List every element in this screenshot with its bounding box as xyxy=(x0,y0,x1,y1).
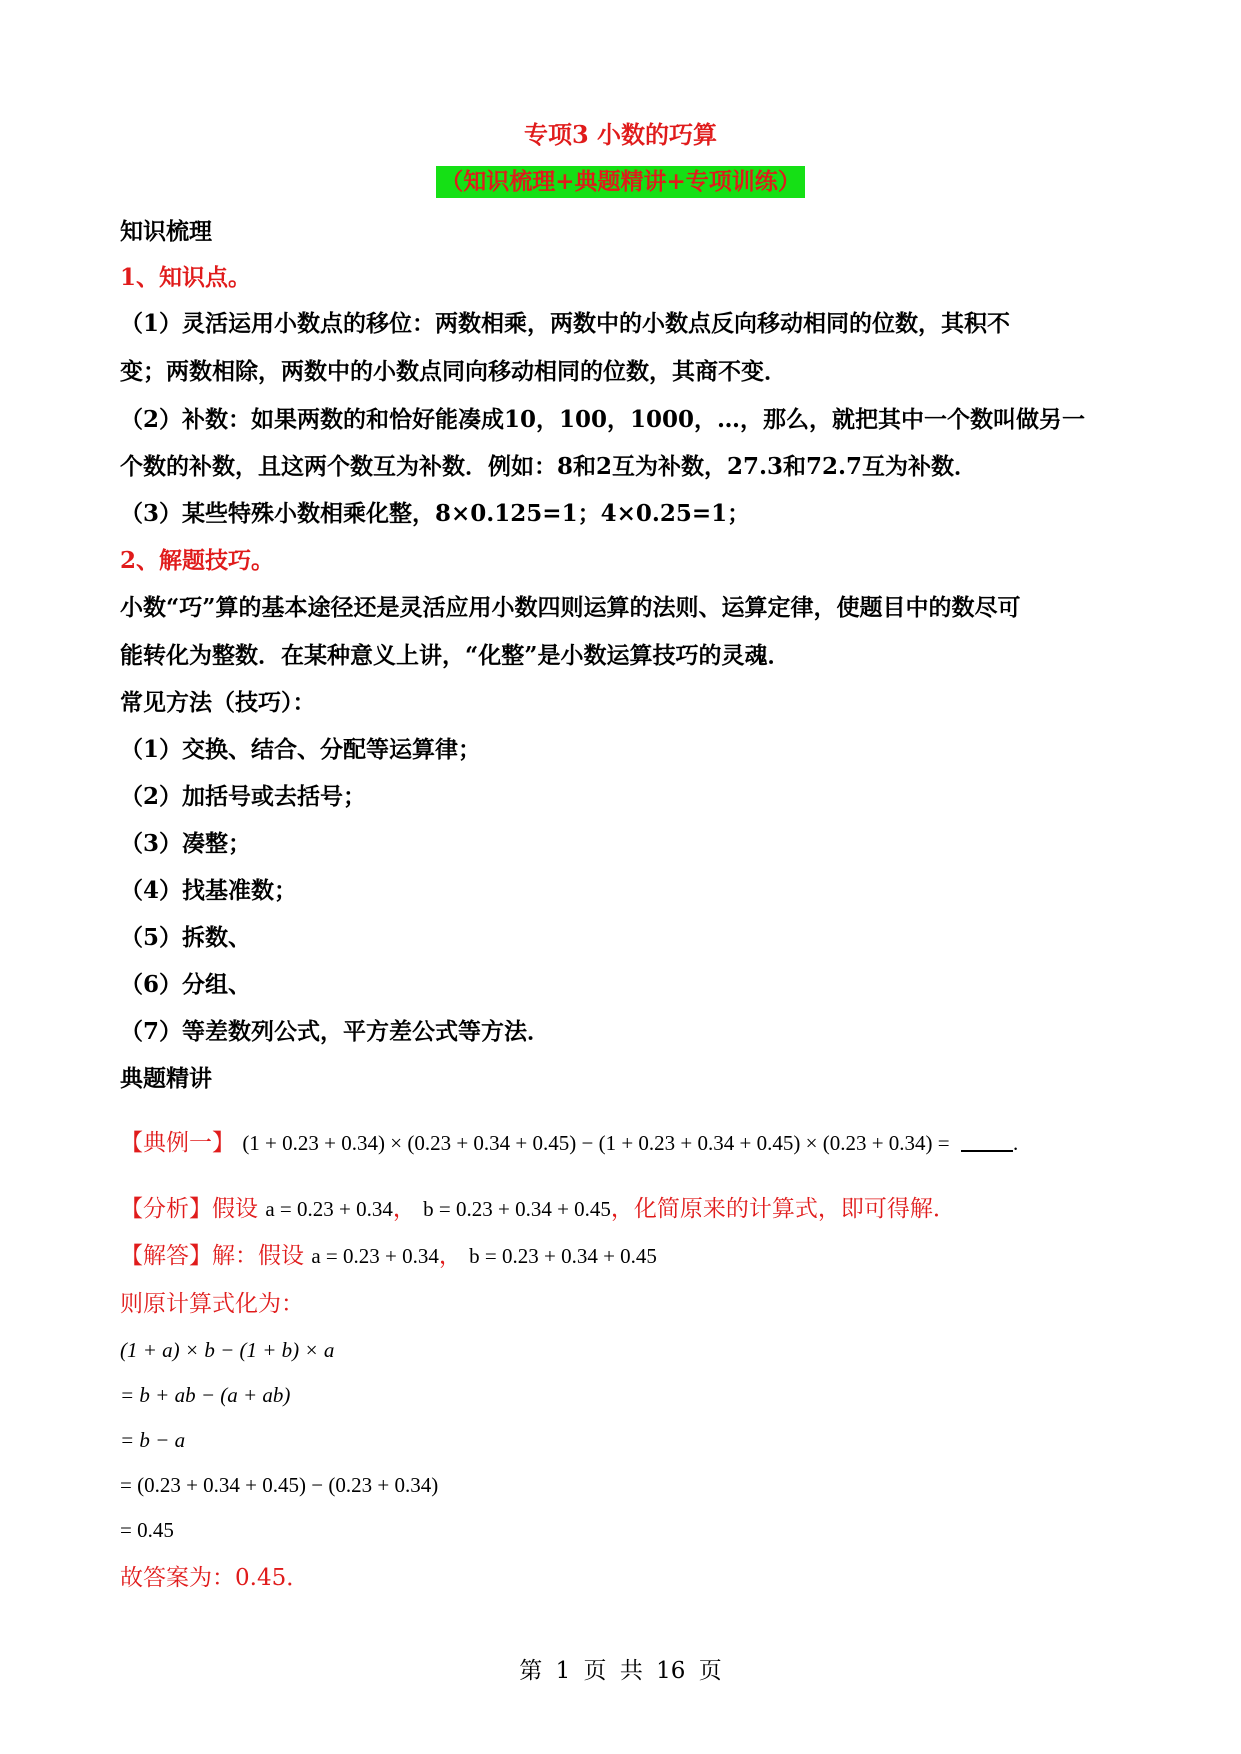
example-one xyxy=(120,1127,1018,1159)
footer-prefix: 第 xyxy=(519,1658,543,1684)
answer-sep: ， xyxy=(438,1243,462,1269)
paragraph-3-line-1: （3）某些特殊小数相乘化整，8×0.125=1；4×0.25=1； xyxy=(120,500,751,527)
solution-step: = b − a xyxy=(120,1428,186,1452)
analysis-text-2: ，化简原来的计算式，即可得解． xyxy=(610,1196,956,1222)
example-tag: 【典例一】 xyxy=(120,1130,235,1156)
method-item: （3）凑整； xyxy=(120,830,252,857)
analysis-line xyxy=(120,1193,956,1225)
analysis-tag: 【分析】 xyxy=(120,1196,212,1222)
conclusion: 故答案为：0.45． xyxy=(120,1565,310,1591)
analysis-sep: ， xyxy=(392,1196,416,1222)
footer-total-pages: 16 xyxy=(656,1658,686,1684)
method-item: （6）分组、 xyxy=(120,971,252,998)
heading-solving-techniques: 2、解题技巧。 xyxy=(120,547,275,574)
example-expression: (1 + 0.23 + 0.34) × (0.23 + 0.34 + 0.45) − (1 + 0.23 + 0.34 + 0.45) × (0.23 + 0.34) = xyxy=(242,1131,950,1155)
analysis-eq-b: b = 0.23 + 0.34 + 0.45 xyxy=(423,1197,611,1221)
subtitle-wrap xyxy=(0,166,1241,198)
page-title: 专项3 小数的巧算 xyxy=(523,120,718,149)
techniques-line-1: 小数“巧”算的基本途径还是灵活应用小数四则运算的法则、运算定律，使题目中的数尽可 xyxy=(120,594,1021,621)
answer-eq-a: a = 0.23 + 0.34 xyxy=(311,1244,439,1268)
page-footer xyxy=(0,1655,1241,1687)
heading-knowledge-points: 1、知识点。 xyxy=(120,264,252,291)
footer-suffix: 页 xyxy=(698,1658,722,1684)
analysis-text-1: 假设 xyxy=(212,1196,258,1222)
footer-middle: 页 共 xyxy=(583,1658,643,1684)
page-subtitle: （知识梳理+典题精讲+专项训练） xyxy=(436,166,805,198)
techniques-line-2: 能转化为整数．在某种意义上讲，“化整”是小数运算技巧的灵魂． xyxy=(120,642,791,669)
solution-step: (1 + a) × b − (1 + b) × a xyxy=(120,1338,335,1362)
example-end: . xyxy=(1012,1131,1019,1155)
paragraph-1-line-1: （1）灵活运用小数点的移位：两数相乘，两数中的小数点反向移动相同的位数，其积不 xyxy=(120,310,1011,337)
methods-heading: 常见方法（技巧）： xyxy=(120,689,316,716)
answer-line xyxy=(120,1240,657,1272)
solution-step: = (0.23 + 0.34 + 0.45) − (0.23 + 0.34) xyxy=(120,1473,439,1497)
paragraph-2-line-1: （2）补数：如果两数的和恰好能凑成10，100，1000，…，那么，就把其中一个数叫做另一 xyxy=(120,406,1086,433)
answer-text-1: 解：假设 xyxy=(212,1243,304,1269)
answer-tag: 【解答】 xyxy=(120,1243,212,1269)
answer-eq-b: b = 0.23 + 0.34 + 0.45 xyxy=(469,1244,657,1268)
footer-page-number: 1 xyxy=(555,1658,571,1684)
solution-step: = b + ab − (a + ab) xyxy=(120,1383,291,1407)
analysis-eq-a: a = 0.23 + 0.34 xyxy=(265,1197,393,1221)
method-item: （7）等差数列公式，平方差公式等方法． xyxy=(120,1018,551,1045)
section-heading-examples: 典题精讲 xyxy=(120,1065,212,1092)
answer-blank xyxy=(961,1130,1013,1152)
paragraph-2-line-2: 个数的补数，且这两个数互为补数．例如：8和2互为补数，27.3和72.7互为补数． xyxy=(120,453,978,480)
method-item: （4）找基准数； xyxy=(120,877,298,904)
solution-step: = 0.45 xyxy=(120,1518,174,1542)
method-item: （2）加括号或去括号； xyxy=(120,783,367,810)
transform-text: 则原计算式化为： xyxy=(120,1291,304,1317)
method-item: （5）拆数、 xyxy=(120,924,252,951)
method-item: （1）交换、结合、分配等运算律； xyxy=(120,736,482,763)
paragraph-1-line-2: 变；两数相除，两数中的小数点同向移动相同的位数，其商不变． xyxy=(120,358,787,385)
section-heading-knowledge: 知识梳理 xyxy=(120,218,212,245)
